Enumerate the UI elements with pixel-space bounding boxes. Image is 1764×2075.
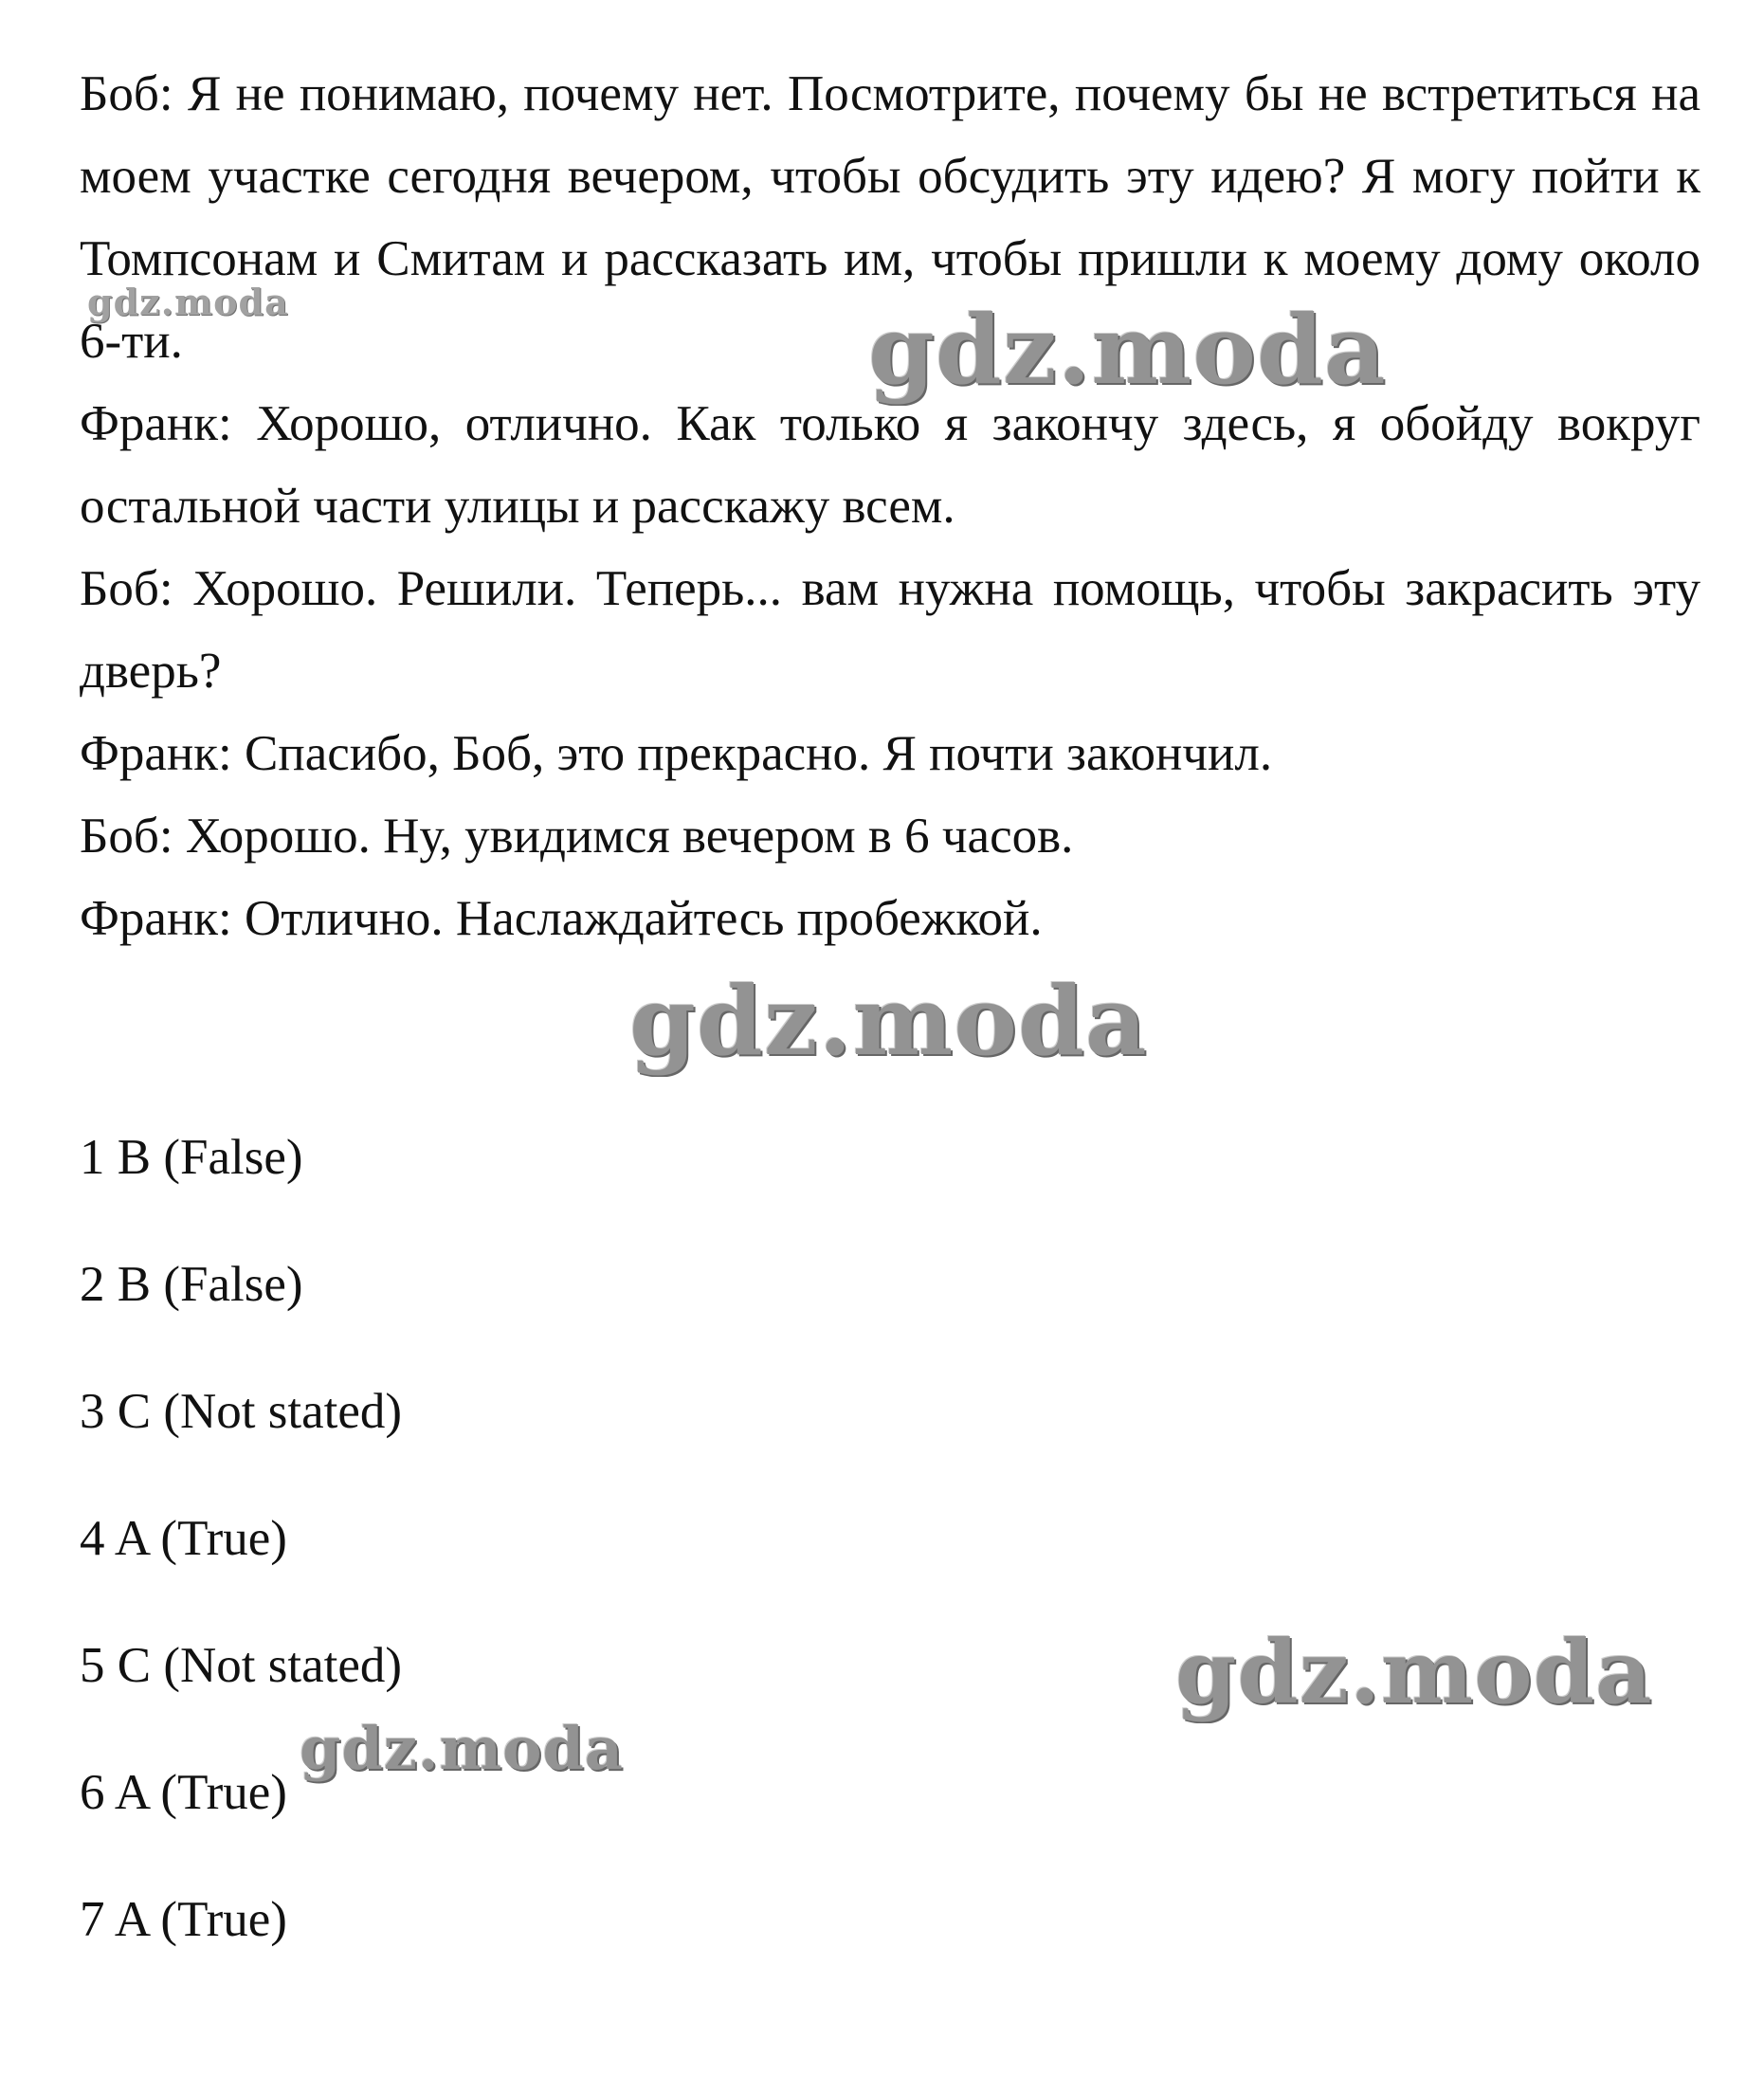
answer-item: 7 A (True): [80, 1892, 287, 1947]
dialogue-line: Боб: Хорошо. Решили. Теперь... вам нужна помощь, чтобы закрасить эту дверь?: [80, 561, 1700, 699]
watermark: gdz.moda: [300, 1714, 624, 1783]
answer-item: 1 B (False): [80, 1130, 303, 1185]
answer-item: 6 A (True): [80, 1765, 287, 1820]
dialogue-line: Боб: Я не понимаю, почему нет. Посмотрите, почему бы не встретиться на моем участке сегодня вечером, чтобы обсудить эту идею? Я могу пойти к Томпсонам и Смитам и рассказать им, чтобы пришли к моему дому около 6-ти.: [80, 66, 1700, 369]
answer-item: 3 C (Not stated): [80, 1384, 403, 1439]
dialogue-text: [80, 53, 1700, 960]
dialogue-line: Франк: Отлично. Наслаждайтесь пробежкой.: [80, 891, 1043, 946]
watermark: gdz.moda: [629, 965, 1148, 1077]
answer-item: 2 B (False): [80, 1257, 303, 1312]
answer-item: 4 A (True): [80, 1511, 287, 1566]
dialogue-line: Франк: Хорошо, отлично. Как только я закончу здесь, я обойду вокруг остальной части улицы и расскажу всем.: [80, 396, 1700, 534]
watermark: gdz.moda: [87, 281, 289, 323]
watermark: gdz.moda: [868, 294, 1387, 406]
answer-item: 5 C (Not stated): [80, 1638, 403, 1693]
dialogue-line: Боб: Хорошо. Ну, увидимся вечером в 6 часов.: [80, 809, 1074, 864]
watermark: gdz.moda: [1175, 1621, 1653, 1723]
dialogue-line: Франк: Спасибо, Боб, это прекрасно. Я почти закончил.: [80, 726, 1273, 781]
